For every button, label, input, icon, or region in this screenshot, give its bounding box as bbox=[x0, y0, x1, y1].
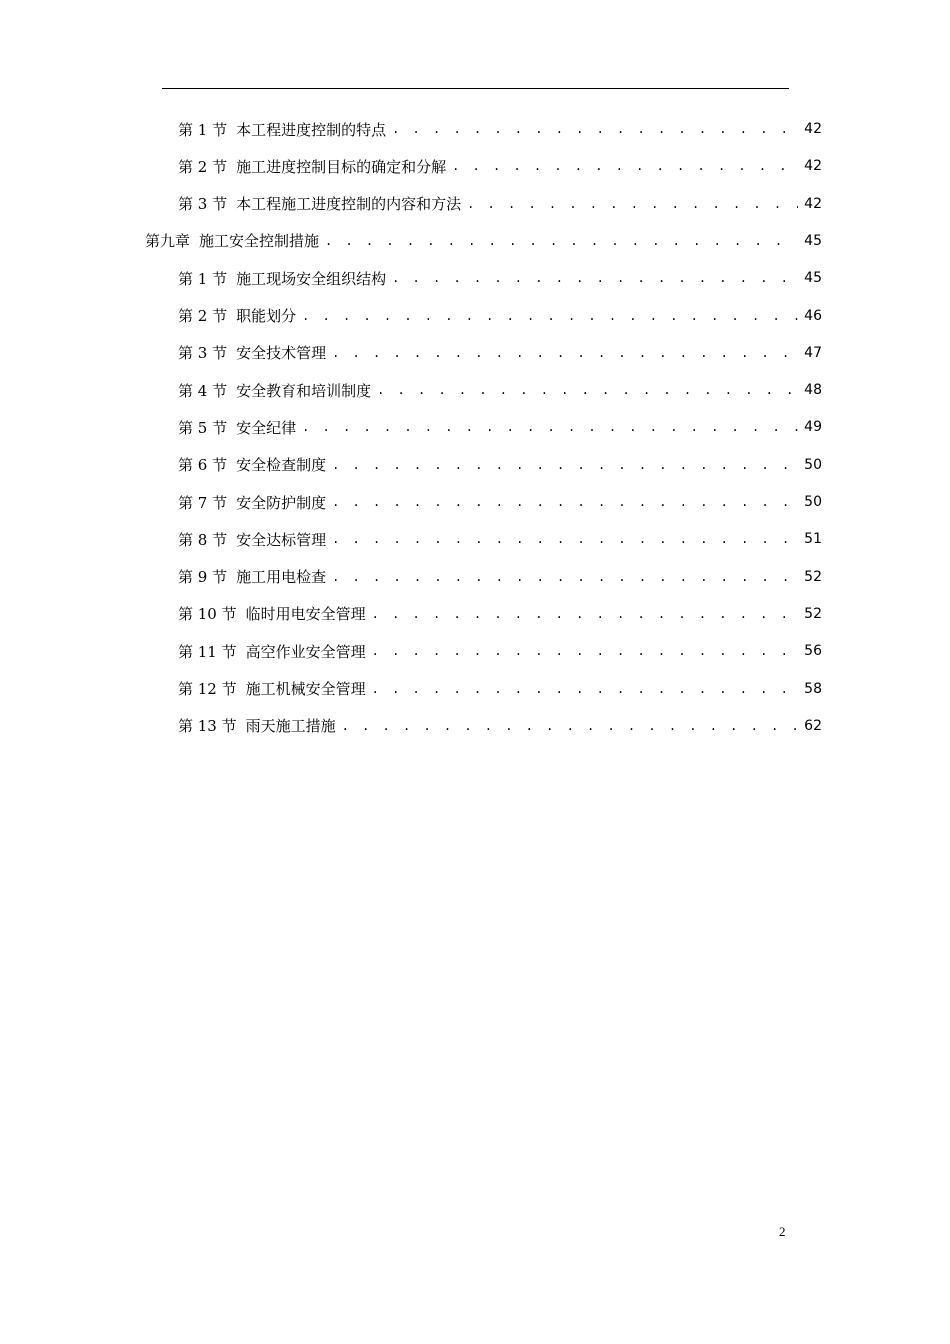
toc-entry-page: 45 bbox=[804, 232, 822, 249]
toc-dot-leader bbox=[467, 197, 798, 211]
toc-entry-page: 51 bbox=[804, 531, 822, 548]
toc-chapter-entry[interactable] bbox=[145, 228, 822, 254]
toc-entry-page: 56 bbox=[804, 643, 822, 660]
toc-entry-page: 42 bbox=[804, 195, 822, 212]
toc-section-entry[interactable] bbox=[178, 526, 822, 552]
toc-dot-leader bbox=[392, 122, 798, 136]
toc-entry-page: 48 bbox=[804, 382, 822, 399]
toc-entry-number: 第 2 节 bbox=[178, 157, 228, 176]
toc-section-entry[interactable] bbox=[178, 489, 822, 515]
toc-entry-title: 雨天施工措施 bbox=[245, 717, 336, 736]
toc-entry-page: 42 bbox=[804, 121, 822, 137]
toc-entry-page: 58 bbox=[804, 680, 822, 697]
toc-dot-leader bbox=[332, 532, 798, 546]
toc-section-entry[interactable] bbox=[178, 713, 822, 739]
toc-entry-title: 施工进度控制目标的确定和分解 bbox=[236, 157, 447, 176]
toc-entry-number: 第九章 bbox=[145, 232, 191, 251]
toc-entry-title: 安全纪律 bbox=[236, 418, 297, 437]
toc-section-entry[interactable] bbox=[178, 191, 822, 217]
toc-entry-title: 安全检查制度 bbox=[236, 456, 327, 475]
toc-entry-title: 安全技术管理 bbox=[236, 344, 327, 363]
toc-entry-number: 第 2 节 bbox=[178, 307, 228, 325]
toc-section-entry[interactable] bbox=[178, 564, 822, 590]
toc-entry-title: 职能划分 bbox=[236, 307, 297, 325]
toc-section-entry[interactable] bbox=[178, 676, 822, 702]
toc-entry-page: 62 bbox=[804, 717, 822, 734]
toc-entry-page: 50 bbox=[804, 494, 822, 510]
toc-entry-title: 安全教育和培训制度 bbox=[236, 381, 372, 400]
toc-entry-number: 第 10 节 bbox=[178, 605, 237, 624]
toc-entry-number: 第 3 节 bbox=[178, 195, 228, 214]
toc-section-entry[interactable] bbox=[178, 303, 822, 329]
toc-entry-number: 第 8 节 bbox=[178, 530, 228, 549]
toc-entry-title: 施工用电检查 bbox=[236, 568, 327, 587]
toc-entry-number: 第 12 节 bbox=[178, 680, 237, 698]
toc-entry-page: 45 bbox=[804, 270, 822, 287]
toc-entry-title: 施工机械安全管理 bbox=[245, 680, 366, 698]
toc-entry-number: 第 1 节 bbox=[178, 120, 228, 139]
toc-section-entry[interactable] bbox=[178, 340, 822, 366]
toc-entry-page: 46 bbox=[804, 307, 822, 324]
toc-entry-number: 第 11 节 bbox=[178, 642, 237, 661]
toc-entry-number: 第 13 节 bbox=[178, 717, 237, 736]
toc-entry-number: 第 3 节 bbox=[178, 344, 228, 363]
toc-entry-title: 施工安全控制措施 bbox=[199, 232, 320, 251]
toc-entry-title: 安全防护制度 bbox=[236, 493, 327, 512]
toc-entry-page: 52 bbox=[804, 568, 822, 585]
toc-entry-number: 第 7 节 bbox=[178, 493, 228, 512]
toc-dot-leader bbox=[372, 644, 799, 658]
toc-section-entry[interactable] bbox=[178, 265, 822, 291]
toc-section-entry[interactable] bbox=[178, 452, 822, 478]
toc-dot-leader bbox=[392, 271, 798, 285]
toc-entry-page: 52 bbox=[804, 605, 822, 622]
toc-dot-leader bbox=[332, 495, 798, 509]
toc-dot-leader bbox=[372, 682, 799, 696]
toc-dot-leader bbox=[332, 458, 798, 472]
toc-entry-page: 47 bbox=[804, 344, 822, 361]
toc-entry-title: 临时用电安全管理 bbox=[245, 605, 366, 624]
toc-entry-title: 本工程进度控制的特点 bbox=[236, 120, 387, 139]
toc-section-entry[interactable] bbox=[178, 414, 822, 440]
toc-dot-leader bbox=[377, 383, 798, 397]
toc-section-entry[interactable] bbox=[178, 153, 822, 179]
toc-section-entry[interactable] bbox=[178, 638, 822, 664]
toc-dot-leader bbox=[372, 607, 799, 621]
toc-entry-title: 安全达标管理 bbox=[236, 530, 327, 549]
toc-entry-number: 第 4 节 bbox=[178, 381, 228, 400]
toc-dot-leader bbox=[325, 234, 798, 248]
toc-dot-leader bbox=[452, 159, 798, 173]
toc-entry-number: 第 1 节 bbox=[178, 269, 228, 288]
header-rule bbox=[162, 88, 789, 89]
toc-section-entry[interactable] bbox=[178, 601, 822, 627]
toc-dot-leader bbox=[342, 719, 799, 733]
toc-dot-leader bbox=[332, 346, 798, 360]
toc-section-entry[interactable] bbox=[178, 377, 822, 403]
toc-entry-page: 42 bbox=[804, 158, 822, 175]
toc-entry-number: 第 9 节 bbox=[178, 568, 228, 587]
toc-entry-page: 49 bbox=[804, 419, 822, 436]
toc-entry-title: 本工程施工进度控制的内容和方法 bbox=[236, 195, 462, 214]
toc-entry-number: 第 6 节 bbox=[178, 456, 228, 475]
toc-dot-leader bbox=[302, 420, 798, 434]
toc-entry-number: 第 5 节 bbox=[178, 418, 228, 437]
toc-entry-title: 高空作业安全管理 bbox=[245, 642, 366, 661]
toc-section-entry[interactable] bbox=[178, 116, 822, 142]
toc-entry-page: 50 bbox=[804, 456, 822, 473]
toc-dot-leader bbox=[332, 570, 798, 584]
toc-entry-title: 施工现场安全组织结构 bbox=[236, 269, 387, 288]
page-number: 2 bbox=[779, 1224, 786, 1239]
toc-dot-leader bbox=[302, 309, 798, 323]
